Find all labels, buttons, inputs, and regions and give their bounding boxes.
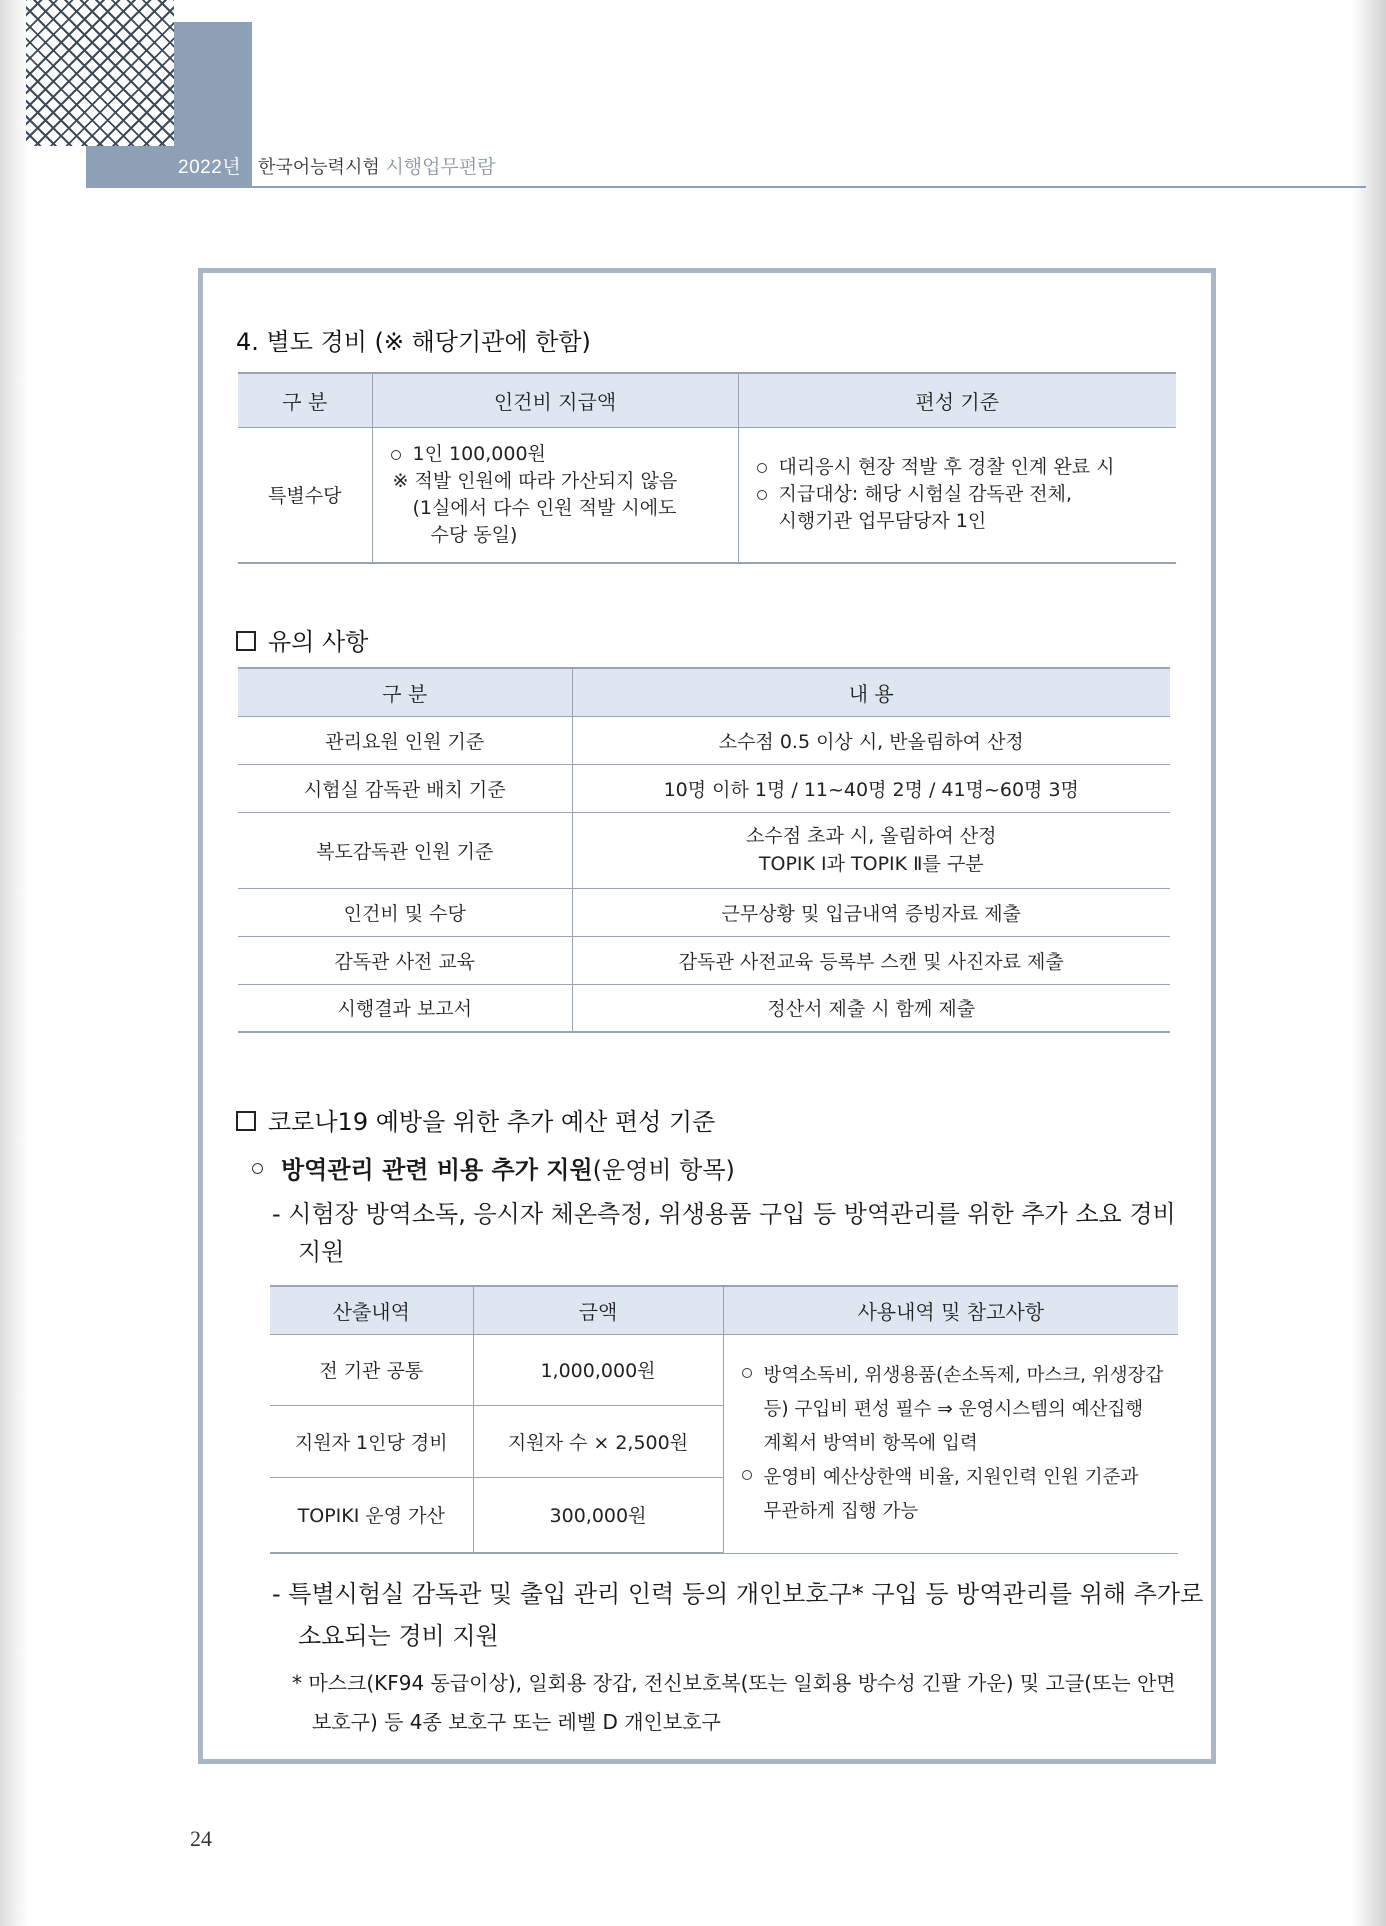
section4-table: [238, 372, 1176, 564]
row-label: 인건비 및 수당: [238, 888, 572, 936]
covid-dash1-line2: 지원: [298, 1238, 345, 1266]
table-header: 구 분: [238, 668, 572, 716]
usage-cell: [723, 1334, 1178, 1553]
table-row: [238, 984, 1170, 1032]
criteria-cell: [738, 427, 1176, 563]
row-label: 전 기관 공통: [270, 1334, 473, 1405]
pay-bullet: 1인 100,000원: [387, 441, 738, 468]
header-year: 2022년: [178, 157, 242, 178]
row-label: 시행결과 보고서: [238, 984, 572, 1032]
covid-dash2-line1: - 특별시험실 감독관 및 출입 관리 인력 등의 개인보호구* 구입 등 방역관리를 위해 추가로: [272, 1580, 1204, 1608]
table-header: 구 분: [238, 373, 372, 427]
usage-bullet: [738, 1461, 1179, 1529]
row-content: 10명 이하 1명 / 11~40명 2명 / 41명~60명 3명: [572, 764, 1170, 812]
criteria-continuation: 시행기관 업무담당자 1인: [778, 510, 987, 533]
row-label: TOPIKⅠ 운영 가산: [270, 1477, 473, 1553]
table-row: [238, 812, 1170, 888]
covid-title: [236, 1102, 715, 1137]
row-label: 복도감독관 인원 기준: [238, 812, 572, 888]
header-lattice-pattern: [26, 0, 174, 146]
pay-cell: [372, 427, 738, 563]
pay-note: 수당 동일): [430, 523, 518, 546]
usage-line: 무관하게 집행 가능: [763, 1500, 919, 1522]
usage-list: [738, 1359, 1179, 1529]
table-row: [238, 716, 1170, 764]
usage-line: 계획서 방역비 항목에 입력: [763, 1432, 978, 1454]
row-amount: 300,000원: [473, 1477, 723, 1553]
row-amount: 1,000,000원: [473, 1334, 723, 1405]
row-content-line: 소수점 초과 시, 올림하여 산정: [746, 825, 997, 847]
pay-note: (1실에서 다수 인원 적발 시에도: [412, 496, 677, 519]
row-content-line: TOPIK Ⅰ과 TOPIK Ⅱ를 구분: [758, 853, 984, 875]
row-content: 소수점 0.5 이상 시, 반올림하여 산정: [572, 716, 1170, 764]
criteria-bullet: 지급대상: 해당 시험실 감독관 전체,: [753, 481, 1177, 508]
row-label: 감독관 사전 교육: [238, 936, 572, 984]
row-content: 감독관 사전교육 등록부 스캔 및 사진자료 제출: [572, 936, 1170, 984]
page-binding-shadow: [0, 0, 30, 1926]
notes-table: [238, 667, 1170, 1033]
table-row: [238, 888, 1170, 936]
covid-title-text: 코로나19 예방을 위한 추가 예산 편성 기준: [268, 1108, 716, 1136]
table-header: 산출내역: [270, 1286, 473, 1334]
row-label: 관리요원 인원 기준: [238, 716, 572, 764]
covid-dash2-line2: 소요되는 경비 지원: [298, 1622, 499, 1650]
criteria-list: [753, 454, 1177, 508]
footnote-line1: * 마스크(KF94 동급이상), 일회용 장갑, 전신보호복(또는 일회용 방수성 긴팔 가운) 및 고글(또는 안면: [292, 1671, 1176, 1695]
page-number: 24: [190, 1826, 212, 1851]
table-row: [238, 764, 1170, 812]
covid-dash1-line1: - 시험장 방역소독, 응시자 체온측정, 위생용품 구입 등 방역관리를 위한 추가 소요 경비: [272, 1200, 1176, 1228]
criteria-bullet: 대리응시 현장 적발 후 경찰 인계 완료 시: [753, 454, 1177, 481]
header-title-sub: 시행업무편람: [385, 156, 496, 178]
row-label: 특별수당: [238, 427, 372, 563]
usage-bullet: [738, 1359, 1179, 1461]
table-header: 내 용: [572, 668, 1170, 716]
section4-title: 4. 별도 경비 (※ 해당기관에 한함): [236, 328, 591, 356]
table-header: 금액: [473, 1286, 723, 1334]
notes-title: [236, 622, 368, 657]
row-content: [572, 812, 1170, 888]
page-edge-shadow: [1352, 0, 1386, 1926]
checkbox-square-icon: [236, 1111, 256, 1131]
usage-line: 방역소독비, 위생용품(손소독제, 마스크, 위생장갑: [763, 1364, 1164, 1386]
row-content: 정산서 제출 시 함께 제출: [572, 984, 1170, 1032]
row-amount: 지원자 수 × 2,500원: [473, 1405, 723, 1477]
header-rule: [252, 186, 1366, 188]
pay-note: ※ 적발 인원에 따라 가산되지 않음: [392, 469, 678, 492]
covid-subheading-bold: 방역관리 관련 비용 추가 지원: [281, 1156, 593, 1184]
table-row: [270, 1334, 1178, 1405]
checkbox-square-icon: [236, 631, 256, 651]
covid-subheading-rest: (운영비 항목): [592, 1156, 735, 1184]
notes-title-text: 유의 사항: [268, 628, 369, 656]
table-row: [238, 936, 1170, 984]
usage-line: 운영비 예산상한액 비율, 지원인력 인원 기준과: [763, 1466, 1139, 1488]
covid-subheading: [252, 1150, 735, 1185]
row-content: 근무상황 및 입금내역 증빙자료 제출: [572, 888, 1170, 936]
header-title-main: 한국어능력시험: [258, 157, 380, 178]
covid-table: [270, 1285, 1178, 1554]
row-label: 지원자 1인당 경비: [270, 1405, 473, 1477]
row-label: 시험실 감독관 배치 기준: [238, 764, 572, 812]
table-header: 편성 기준: [738, 373, 1176, 427]
pay-list: [387, 441, 738, 468]
usage-line: 등) 구입비 편성 필수 ⇒ 운영시스템의 예산집행: [763, 1398, 1144, 1420]
table-header: 인건비 지급액: [372, 373, 738, 427]
table-header: 사용내역 및 참고사항: [723, 1286, 1178, 1334]
footnote-line2: 보호구) 등 4종 보호구 또는 레벨 D 개인보호구: [312, 1710, 721, 1734]
header-title: [258, 152, 496, 179]
hollow-bullet-icon: [252, 1163, 263, 1174]
